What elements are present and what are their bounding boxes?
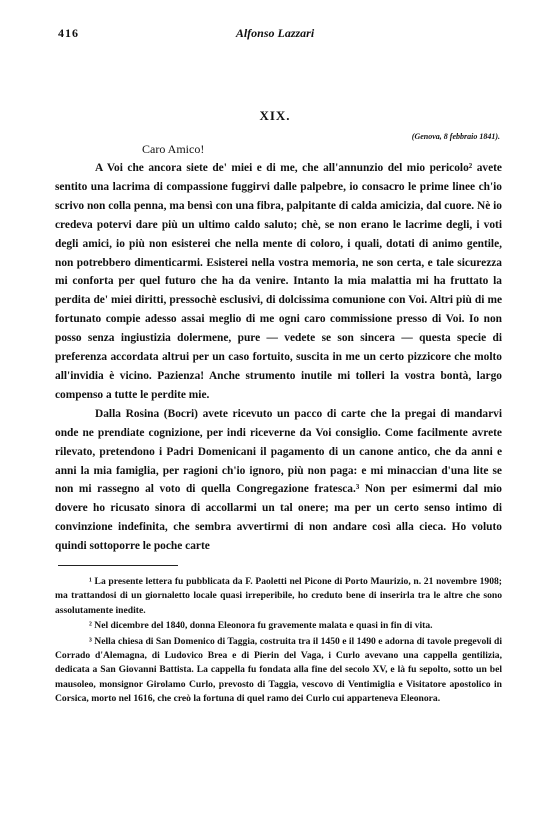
letter-salutation: Caro Amico! [142, 142, 205, 156]
page-number: 416 [58, 26, 79, 40]
letter-dateline: (Genova, 8 febbraio 1841). [411, 132, 500, 141]
paragraph: A Voi che ancora siete de' miei e di me, che all'annunzio del mio pericolo² avete sentito una lacrima di compassione fuggirvi dalle palpebre, io consacro le prime linee ch'io scrivo non colla penna, ma bensì con una fibra, palpitante di calda amicizia, dal cuore. Nè io credeva potervi dare più un ultimo caldo saluto; chè, se non erano le lacrime degli, i voti degli amici, io più non esisterei che nella mente di coloro, i quali, dotati di animo gentile, non potrebbero dimenticarmi. Esisterei nella vostra memoria, ne son certa, e tale sicurezza mi conforta per quel futuro che ha da venire. Intanto la mia malattia mi ha fruttato la perdita de' miei diritti, pressochè esclusivi, di dolcissima comunione con Voi. Altri più di me fortunato compie adesso assai meglio di me ogni caro commissione presso di Voi. Io non posso senza ingiustizia dolermene, pure — vedete se son sincera — questa specie di preferenza accordata altrui per un caso fortuito, suscita in me un certo pizzicore che molto all'invidia è vicino. Pazienza! Anche strumento inutile mi tolleri la vostra bontà, largo compenso a tutte le perdite mie. [55, 162, 502, 401]
letter-body [55, 159, 502, 556]
paragraph: Dalla Rosina (Bocri) avete ricevuto un pacco di carte che la pregai di mandarvi onde ne prendiate cognizione, per indi riceverne da Voi consiglio. Come facilmente avrete rilevato, pretendono i Padri Domenicani il pagamento di un canone antico, che da anni e anni la mia famiglia, per ragioni ch'io ignoro, più non paga: e mi minaccian d'una lite se non mi rassegno al voto di quella Congregazione fratesca.³ Non per esimermi dal mio dovere ho ricusato sinora di accollarmi un tal onere; ma per un certo senso intimo di convinzione indefinita, che sembra avvertirmi di non andare così alla cieca. Ho voluto quindi sottoporre le poche carte [55, 407, 502, 553]
footnote: ¹ La presente lettera fu pubblicata da F. Paoletti nel Picone di Porto Maurizio, n. 21 novembre 1908; ma trattandosi di un giornaletto locale quasi irreperibile, ho creduto bene di inserirla tra le altre che sono assolutamente inedite. [55, 576, 502, 616]
letter-number: XIX. [259, 108, 291, 123]
running-head [52, 26, 498, 42]
footnote: ³ Nella chiesa di San Domenico di Taggia, costruita tra il 1450 e il 1490 e adorna di tavole pregevoli di Corrado d'Alemagna, di Ludovico Brea e di Pierin del Vaga, i Curlo avevano una cappella gentilizia, dedicata a San Giovanni Battista. La cappella fu fondata alla fine del secolo XV, e là fu sepolto, sotto un bel mausoleo, monsignor Girolamo Curlo, prevosto di Taggia, vescovo di Ventimiglia e Visitatore apostolico in Corsica, morto nel 1616, che creò la fortuna di quel ramo dei Curlo cui apparteneva Eleonora. [55, 635, 502, 705]
footnote: ² Nel dicembre del 1840, donna Eleonora fu gravemente malata e quasi in fin di vita. [89, 620, 433, 632]
running-title: Alfonso Lazzari [235, 26, 315, 40]
footnote-rule [58, 565, 178, 566]
footnotes [55, 575, 502, 708]
